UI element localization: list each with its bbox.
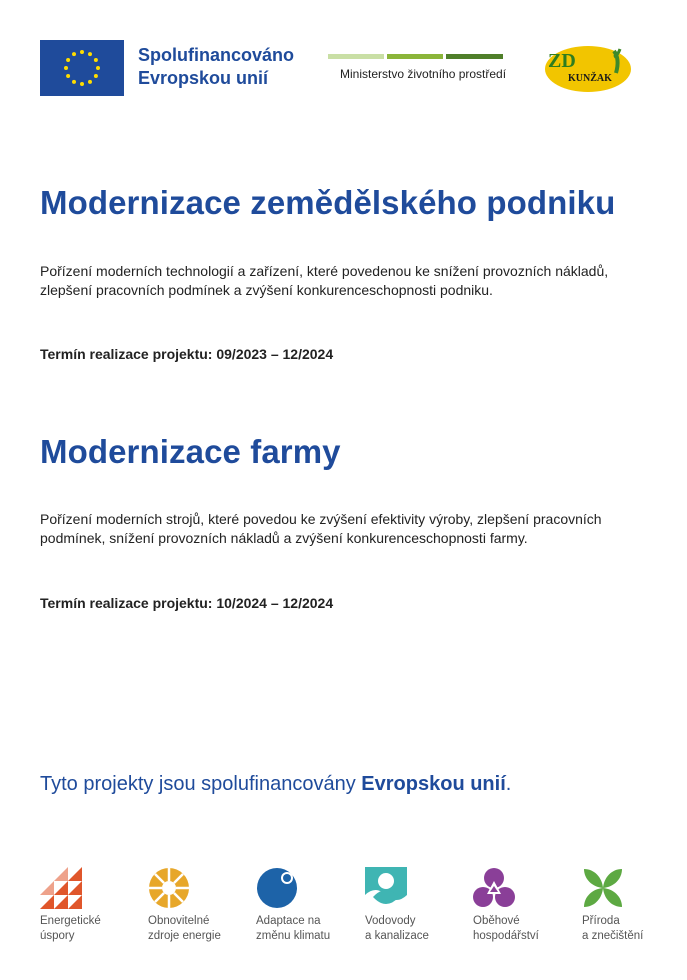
icon-label-climate-1: Adaptace na xyxy=(256,915,321,927)
icon-item-nature xyxy=(582,867,687,944)
project-2-title: Modernizace farmy xyxy=(40,433,341,470)
ministry-logo xyxy=(328,54,507,81)
icon-item-climate xyxy=(256,867,361,944)
zd-kunzak-logo xyxy=(544,43,634,93)
eu-flag-logo xyxy=(40,40,124,96)
icon-label-climate-2: změnu klimatu xyxy=(256,930,331,942)
project-2-description: Pořízení moderních strojů, které povedou ke zvýšení efektivity výroby, zlepšení pracovních podmínek, snížení provozních nákladů a zvýšení konkurenceschopnosti farmy. xyxy=(40,511,602,546)
icon-label-nature-1: Příroda xyxy=(582,915,620,927)
icon-label-circular-2: hospodářství xyxy=(473,930,539,942)
icon-label-water-1: Vodovody xyxy=(365,915,416,927)
eu-text-line1: Spolufinancováno xyxy=(138,45,295,65)
icon-label-energy-2: úspory xyxy=(40,930,75,942)
icon-item-energy xyxy=(40,867,145,944)
eu-stars-icon xyxy=(40,40,124,96)
program-icons-row xyxy=(40,867,660,957)
icon-label-energy-1: Energetické xyxy=(40,915,101,927)
icon-item-water xyxy=(365,867,470,944)
nature-pollution-icon xyxy=(582,867,624,909)
project-1-description: Pořízení moderních technologií a zařízení, které povedenou ke snížení provozních nákladů, zlepšení pracovních podmínek a zvýšení konkurenceschopnosti podniku. xyxy=(40,263,609,298)
renewable-energy-icon xyxy=(148,867,190,909)
icon-label-renewable-2: zdroje energie xyxy=(148,930,221,942)
ministry-label: Ministerstvo životního prostředí xyxy=(340,67,507,81)
ministry-bar-dark xyxy=(446,54,503,59)
icon-label-nature-2: a znečištění xyxy=(582,930,644,942)
eu-text-line2: Evropskou unií xyxy=(138,68,269,88)
ministry-bar-light xyxy=(328,54,384,59)
icon-label-water-2: a kanalizace xyxy=(365,930,429,942)
ministry-bar-mid xyxy=(387,54,443,59)
cofinancing-note xyxy=(40,773,511,796)
circular-economy-icon xyxy=(473,867,515,909)
cofinancing-note-emphasis: Evropskou unií xyxy=(361,773,506,795)
ministry-color-bars xyxy=(328,54,503,59)
cofinancing-note-prefix: Tyto projekty jsou spolufinancovány xyxy=(40,773,362,795)
project-1-title: Modernizace zemědělského podniku xyxy=(40,184,616,221)
zd-logo-text-top: ZD xyxy=(548,50,576,72)
icon-item-circular xyxy=(473,867,578,944)
climate-adaptation-icon xyxy=(256,867,298,909)
zd-kunzak-logo-graphic xyxy=(544,43,634,93)
project-2-term: Termín realizace projektu: 10/2024 – 12/2024 xyxy=(40,595,334,611)
cofinancing-note-suffix: . xyxy=(505,773,512,795)
icon-item-renewable xyxy=(148,867,253,944)
project-1-term: Termín realizace projektu: 09/2023 – 12/2024 xyxy=(40,346,334,362)
eu-cofinanced-text xyxy=(138,44,294,90)
water-sewer-icon xyxy=(365,867,407,909)
icon-label-renewable-1: Obnovitelné xyxy=(148,915,210,927)
energy-savings-icon xyxy=(40,867,82,909)
icon-label-circular-1: Oběhové xyxy=(473,915,520,927)
zd-logo-text-bottom: KUNŽAK xyxy=(568,73,612,84)
